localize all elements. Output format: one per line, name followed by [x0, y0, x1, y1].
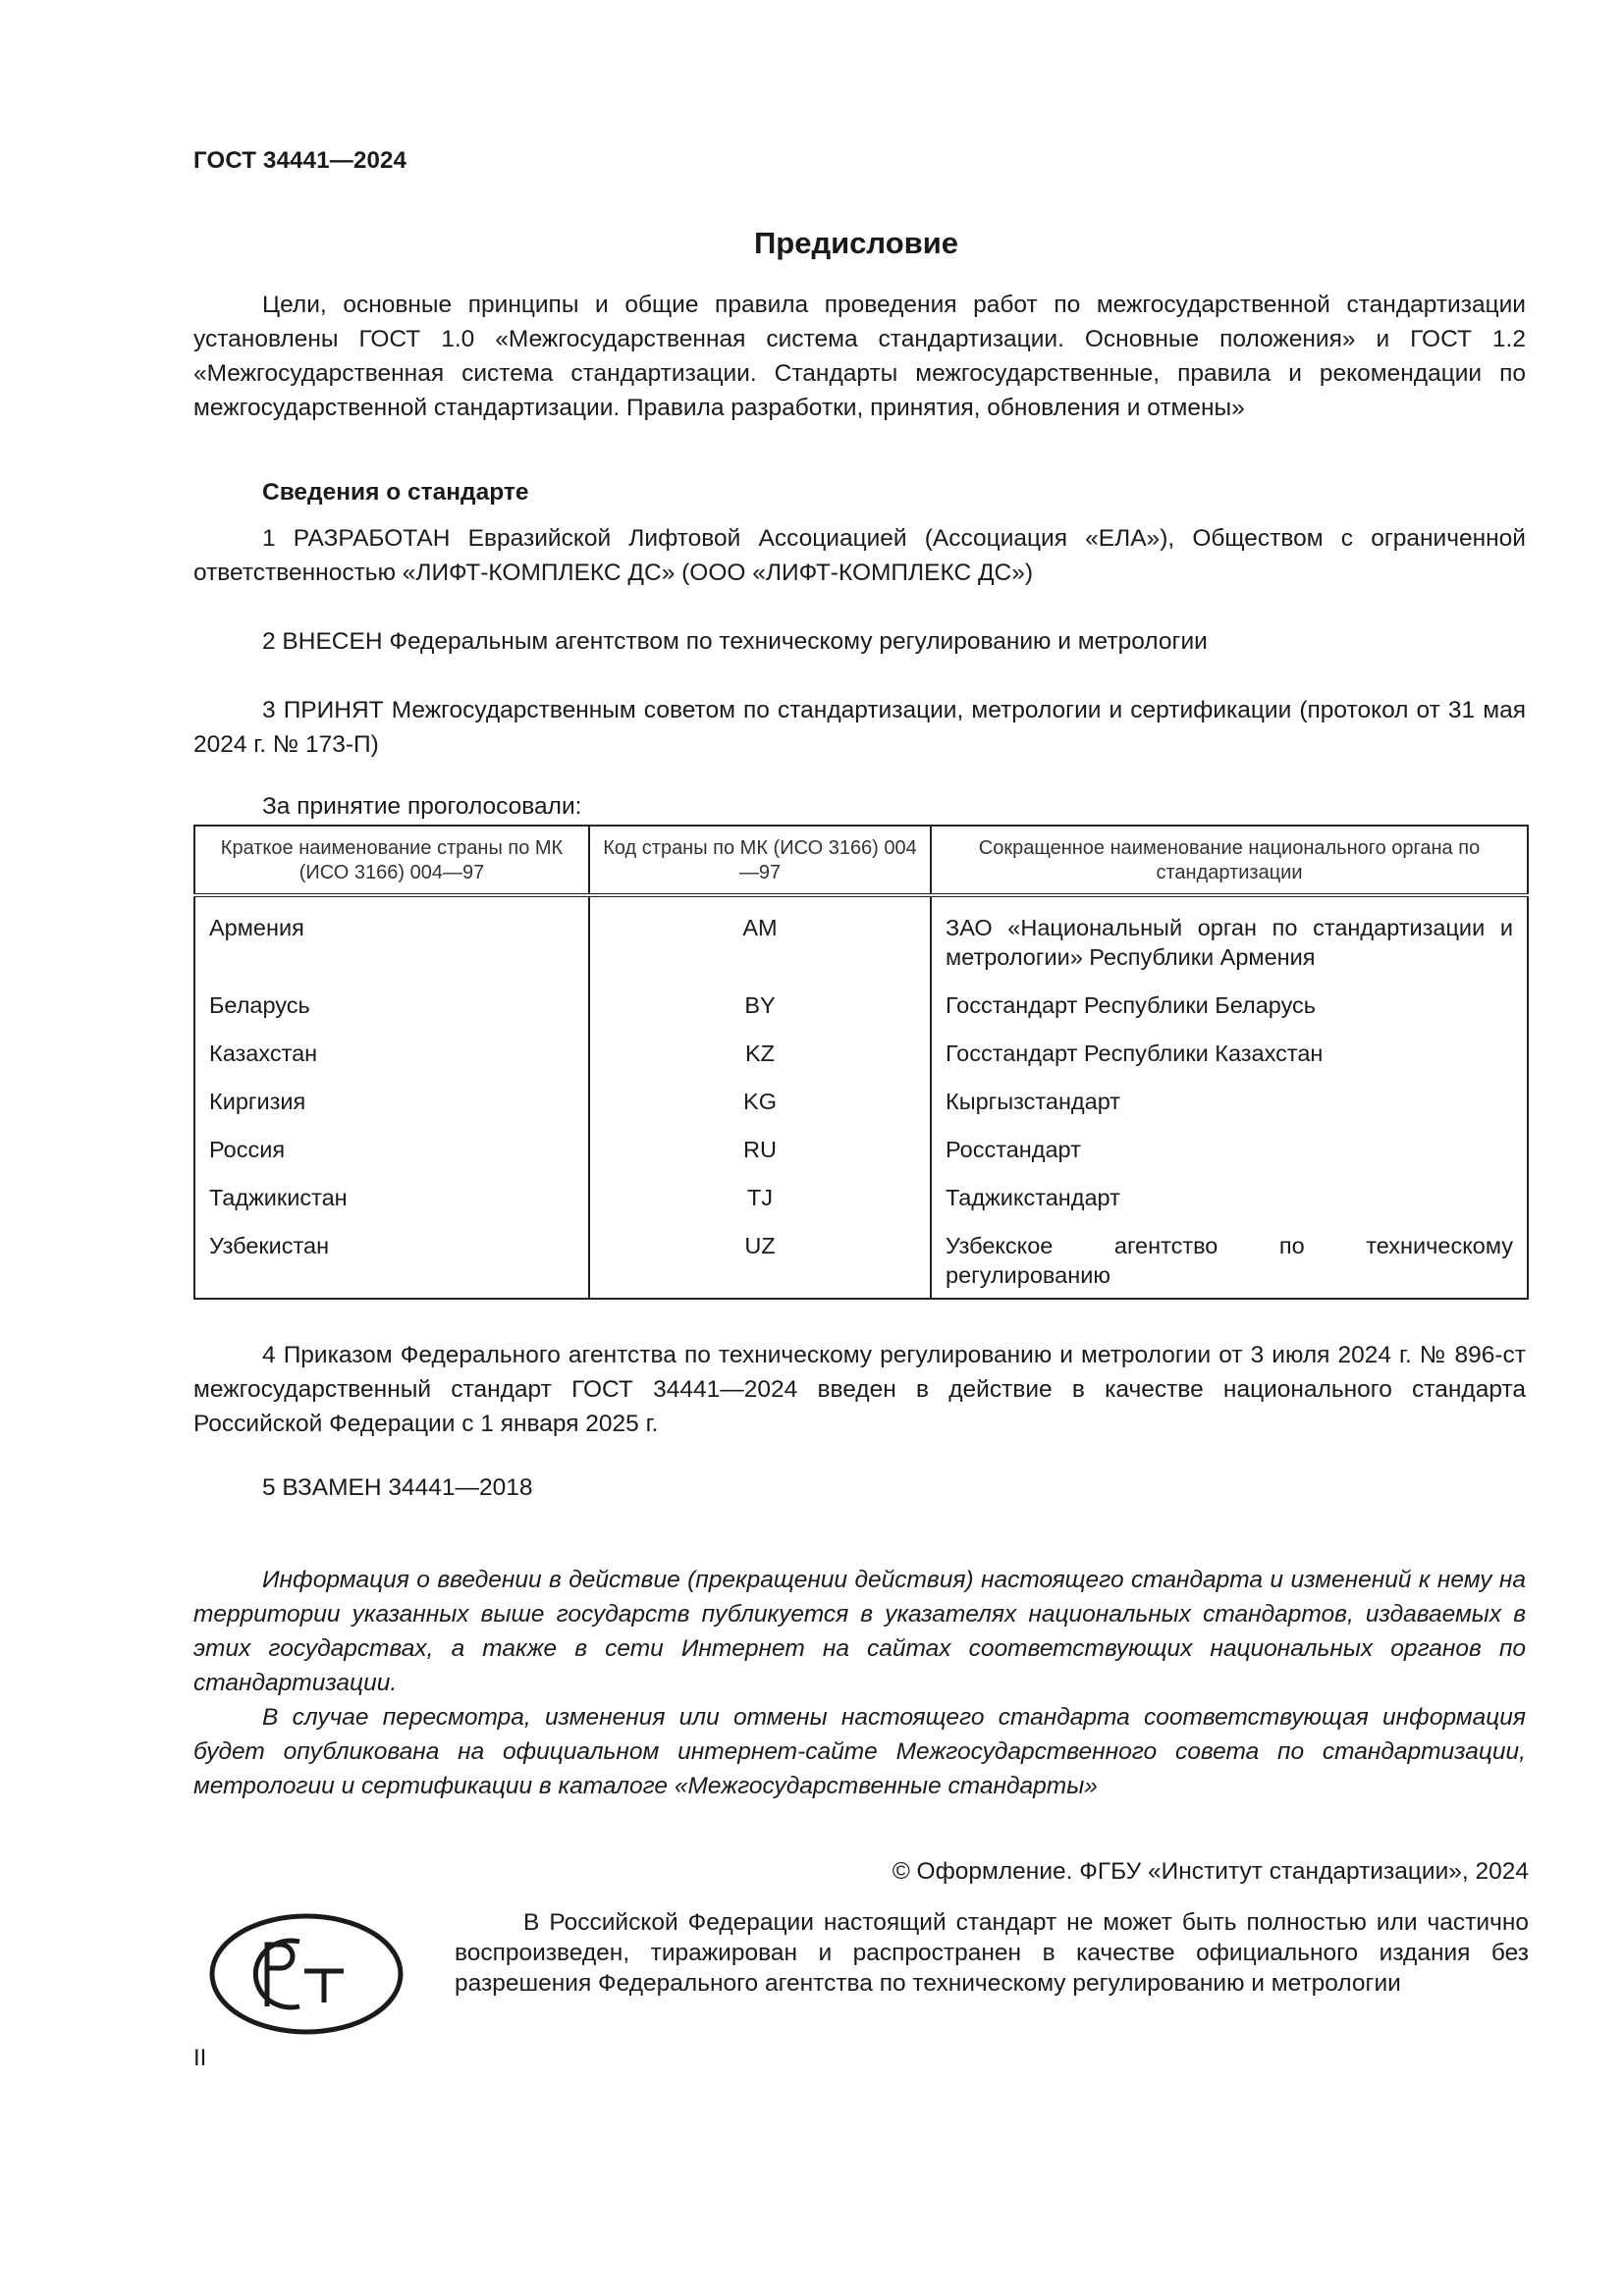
info-heading: Сведения о стандарте	[262, 479, 529, 506]
column-header-code: Код страны по МК (ИСО 3166) 004—97	[589, 826, 931, 895]
org-cell: Узбекское агентство по техническому регулированию	[931, 1222, 1528, 1299]
org-cell: ЗАО «Национальный орган по стандартизации и метрологии» Республики Армения	[931, 895, 1528, 982]
table-row	[194, 1174, 1528, 1222]
country-cell: Беларусь	[194, 982, 589, 1030]
rights-notice: В Российской Федерации настоящий стандарт не может быть полностью или частично воспроизведен, тиражирован и распространен в качестве официального издания без разрешения Федерального агентства по техническому регулированию и метрологии	[455, 1909, 1529, 1997]
rst-certification-mark-icon	[208, 1912, 405, 2036]
table-row	[194, 1030, 1528, 1078]
notice-paragraph-1: Информация о введении в действие (прекращении действия) настоящего стандарта и изменений к нему на территории указанных выше государств публикуется в указателях национальных стандартов, издаваемых в этих государствах, а также в сети Интернет на сайтах соответствующих национальных органов по стандартизации.	[193, 1567, 1526, 1696]
country-cell: Россия	[194, 1126, 589, 1174]
code-cell: BY	[589, 982, 931, 1030]
voted-label: За принятие проголосовали:	[262, 793, 582, 820]
org-cell: Госстандарт Республики Беларусь	[931, 982, 1528, 1030]
table-row	[194, 1222, 1528, 1299]
country-cell: Казахстан	[194, 1030, 589, 1078]
country-cell: Узбекистан	[194, 1222, 589, 1299]
country-cell: Армения	[194, 895, 589, 982]
code-cell: UZ	[589, 1222, 931, 1299]
org-cell: Кыргызстандарт	[931, 1078, 1528, 1126]
code-cell: AM	[589, 895, 931, 982]
item-submitted: 2 ВНЕСЕН Федеральным агентством по техническому регулированию и метрологии	[262, 628, 1208, 655]
voting-table	[193, 825, 1529, 1300]
table-row	[194, 1078, 1528, 1126]
notice-paragraph-2: В случае пересмотра, изменения или отмены настоящего стандарта соответствующая информация будет опубликована на официальном интернет-сайте Межгосударственного совета по стандартизации, метрологии и сертификации в каталоге «Межгосударственные стандарты»	[193, 1704, 1526, 1799]
column-header-country: Краткое наименование страны по МК (ИСО 3166) 004—97	[194, 826, 589, 895]
org-cell: Росстандарт	[931, 1126, 1528, 1174]
country-cell: Киргизия	[194, 1078, 589, 1126]
item-developed: 1 РАЗРАБОТАН Евразийской Лифтовой Ассоциацией (Ассоциация «ЕЛА»), Обществом с ограниченной ответственностью «ЛИФТ-КОМПЛЕКС ДС» (ООО «ЛИФТ-КОМПЛЕКС ДС»)	[193, 525, 1526, 586]
table-row	[194, 895, 1528, 982]
intro-paragraph: Цели, основные принципы и общие правила проведения работ по межгосударственной стандартизации установлены ГОСТ 1.0 «Межгосударственная система стандартизации. Основные положения» и ГОСТ 1.2 «Межгосударственная система стандартизации. Стандарты межгосударственные, правила и рекомендации по межгосударственной стандартизации. Правила разработки, принятия, обновления и отмены»	[193, 292, 1526, 421]
code-cell: KG	[589, 1078, 931, 1126]
table-header-row	[194, 826, 1528, 895]
code-cell: KZ	[589, 1030, 931, 1078]
item-enacted: 4 Приказом Федерального агентства по техническому регулированию и метрологии от 3 июля 2024 г. № 896-ст межгосударственный стандарт ГОСТ 34441—2024 введен в действие в качестве национального стандарта Российской Федерации с 1 января 2025 г.	[193, 1342, 1526, 1437]
page-number: II	[193, 2045, 207, 2071]
country-cell: Таджикистан	[194, 1174, 589, 1222]
copyright-line: © Оформление. ФГБУ «Институт стандартизации», 2024	[892, 1858, 1529, 1885]
standard-code-header: ГОСТ 34441—2024	[193, 147, 407, 174]
code-cell: RU	[589, 1126, 931, 1174]
page-title: Предисловие	[753, 226, 958, 260]
table-row	[194, 1126, 1528, 1174]
org-cell: Госстандарт Республики Казахстан	[931, 1030, 1528, 1078]
table-row	[194, 982, 1528, 1030]
org-cell: Таджикстандарт	[931, 1174, 1528, 1222]
column-header-org: Сокращенное наименование национального органа по стандартизации	[931, 826, 1528, 895]
item-replaces: 5 ВЗАМЕН 34441—2018	[262, 1474, 533, 1501]
item-adopted: 3 ПРИНЯТ Межгосударственным советом по стандартизации, метрологии и сертификации (протокол от 31 мая 2024 г. № 173-П)	[193, 697, 1526, 758]
code-cell: TJ	[589, 1174, 931, 1222]
